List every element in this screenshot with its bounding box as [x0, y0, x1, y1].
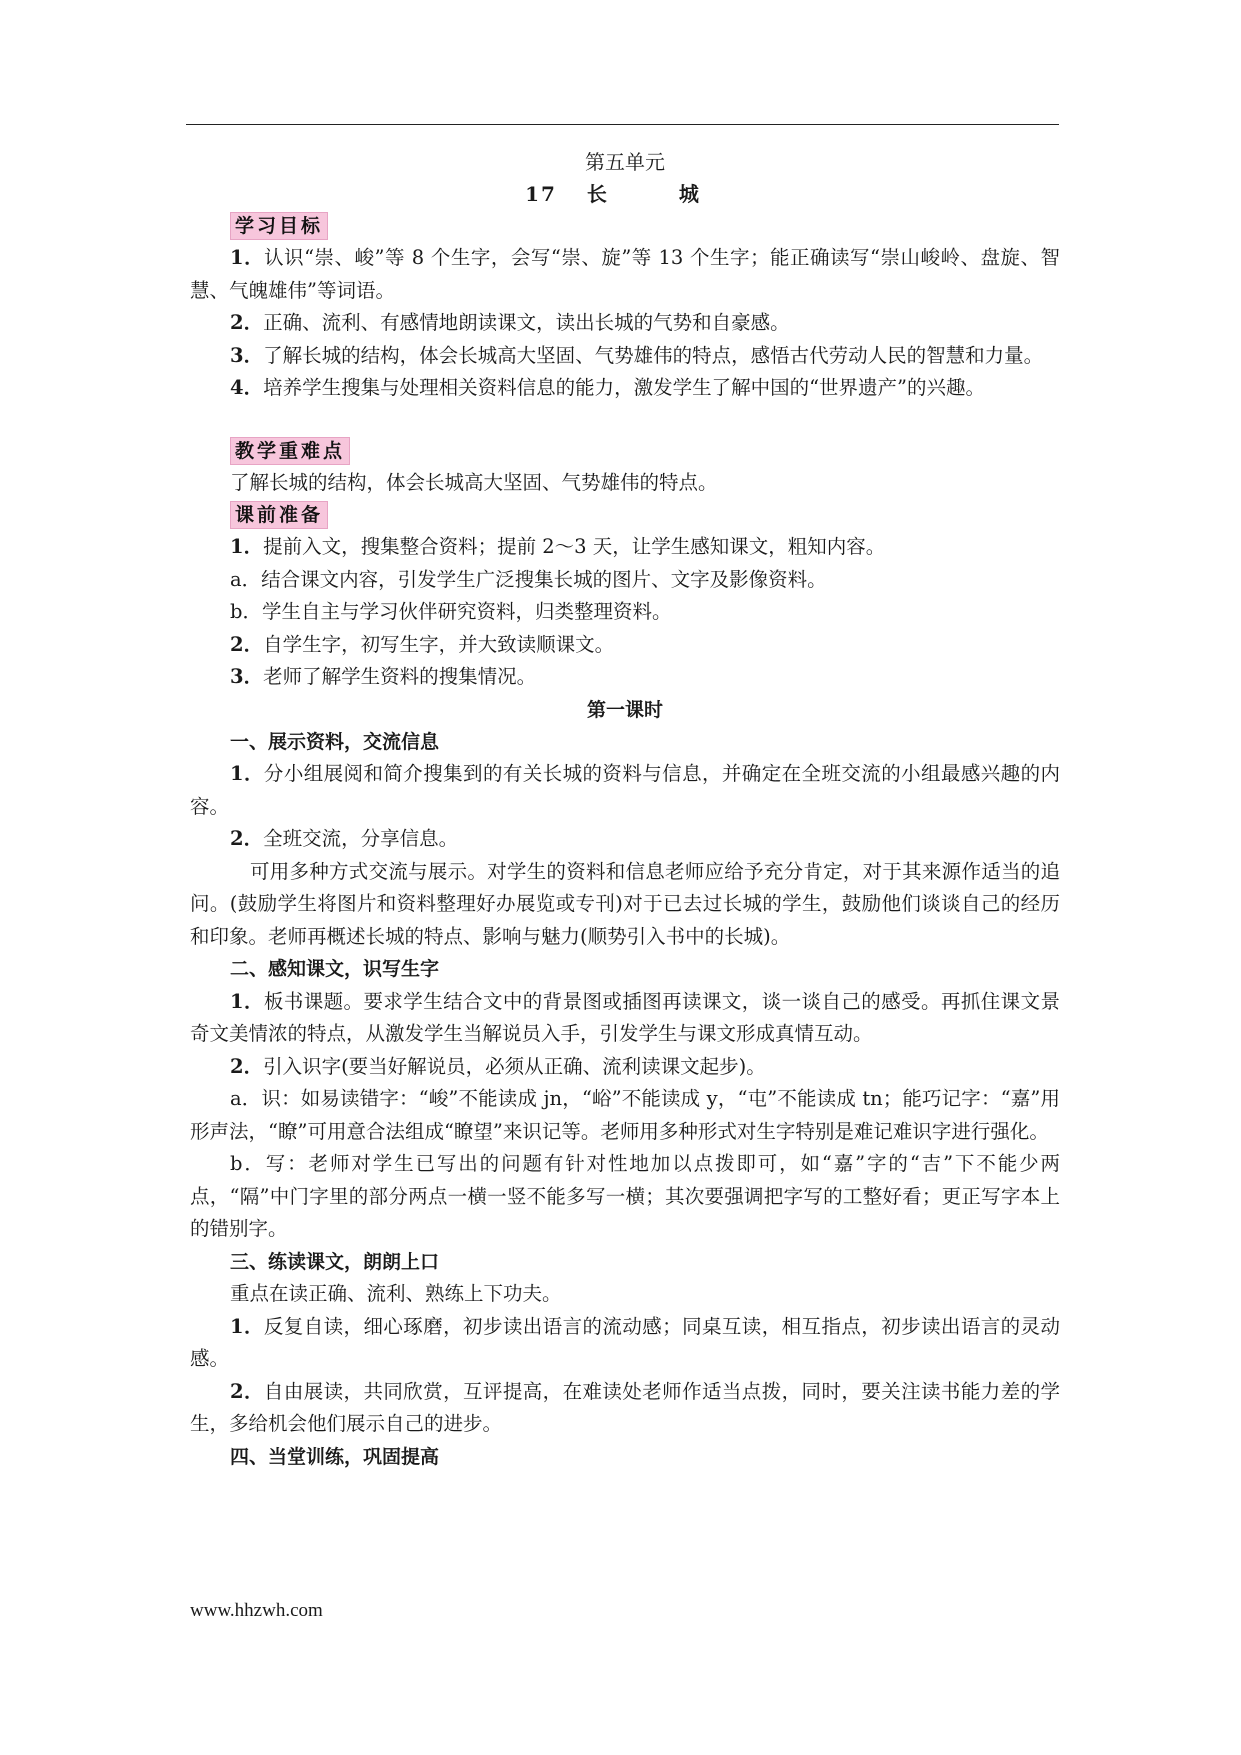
objectives-badge: 学习目标: [230, 212, 328, 240]
preparation-item: 3．老师了解学生资料的搜集情况。: [230, 665, 537, 688]
step-paragraph: 1．反复自读，细心琢磨，初步读出语言的流动感；同桌互读，相互指点，初步读出语言的灵动感。: [190, 1314, 1060, 1370]
objective-item: 2．正确、流利、有感情地朗读课文，读出长城的气势和自豪感。: [230, 311, 790, 334]
step-paragraph: 1．板书课题。要求学生结合文中的背景图或插图再读课文，谈一谈自己的感受。再抓住课文景奇文美情浓的特点，从激发学生当解说员入手，引发学生与课文形成真情互动。: [190, 989, 1060, 1045]
top-rule: [186, 124, 1059, 125]
step-heading: 四、当堂训练，巩固提高: [230, 1445, 440, 1468]
document-body: [190, 146, 1060, 1473]
lesson-period-title: 第一课时: [586, 698, 663, 721]
step-paragraph: b．写：老师对学生已写出的问题有针对性地加以点拨即可，如“嘉”字的“吉”下不能少两点，“隔”中门字里的部分两点一横一竖不能多写一横；其次要强调把字写的工整好看；更正写字本上的错别字。: [190, 1152, 1060, 1240]
lesson-name: 长 城: [586, 182, 725, 206]
step-heading: 三、练读课文，朗朗上口: [230, 1250, 440, 1273]
lesson-number: 17: [525, 182, 557, 206]
key-points-text: 了解长城的结构，体会长城高大坚固、气势雄伟的特点。: [230, 470, 718, 494]
preparation-item: 2．自学生字，初写生字，并大致读顺课文。: [230, 632, 615, 656]
step-heading: 一、展示资料，交流信息: [230, 730, 440, 753]
unit-title: 第五单元: [585, 150, 665, 174]
preparation-item: a．结合课文内容，引发学生广泛搜集长城的图片、文字及影像资料。: [230, 567, 827, 591]
step-paragraph: 1．分小组展阅和简介搜集到的有关长城的资料与信息，并确定在全班交流的小组最感兴趣的内容。: [190, 762, 1060, 818]
step-paragraph: 重点在读正确、流利、熟练上下功夫。: [230, 1282, 562, 1305]
footer-url: www.hhzwh.com: [190, 1600, 323, 1621]
objective-item: 3．了解长城的结构，体会长城高大坚固、气势雄伟的特点，感悟古代劳动人民的智慧和力量。: [230, 343, 1044, 367]
step-paragraph: 2．自由展读，共同欣赏，互评提高，在难读处老师作适当点拨，同时，要关注读书能力差的学生，多给机会他们展示自己的进步。: [190, 1379, 1060, 1435]
step-heading: 二、感知课文，识写生字: [230, 958, 440, 980]
step-paragraph: a．识：如易读错字：“峻”不能读成 jn，“峪”不能读成 y，“屯”不能读成 tn；能巧记字：“嘉”用形声法，“瞭”可用意合法组成“瞭望”来识记等。老师用多种形式对生字特别是难记难识字进行强化。: [190, 1087, 1060, 1143]
objective-item: 1．认识“崇、峻”等 8 个生字，会写“崇、旋”等 13 个生字；能正确读写“崇山峻岭、盘旋、智慧、气魄雄伟”等词语。: [190, 246, 1060, 302]
step-paragraph: 可用多种方式交流与展示。对学生的资料和信息老师应给予充分肯定，对于其来源作适当的追问。(鼓励学生将图片和资料整理好办展览或专刊)对于已去过长城的学生，鼓励他们谈谈自己的经历和印象。老师再概述长城的特点、影响与魅力(顺势引入书中的长城)。: [190, 859, 1060, 948]
preparation-item: b．学生自主与学习伙伴研究资料，归类整理资料。: [230, 600, 672, 623]
step-paragraph: 2．全班交流，分享信息。: [230, 827, 459, 850]
lesson-title: [190, 178, 1060, 210]
preparation-item: 1．提前入文，搜集整合资料；提前 2～3 天，让学生感知课文，粗知内容。: [230, 535, 886, 558]
key-points-badge: 教学重难点: [230, 437, 350, 465]
preparation-badge: 课前准备: [230, 501, 328, 529]
step-paragraph: 2．引入识字(要当好解说员，必须从正确、流利读课文起步)。: [230, 1054, 766, 1078]
objective-item: 4．培养学生搜集与处理相关资料信息的能力，激发学生了解中国的“世界遗产”的兴趣。: [230, 376, 986, 399]
